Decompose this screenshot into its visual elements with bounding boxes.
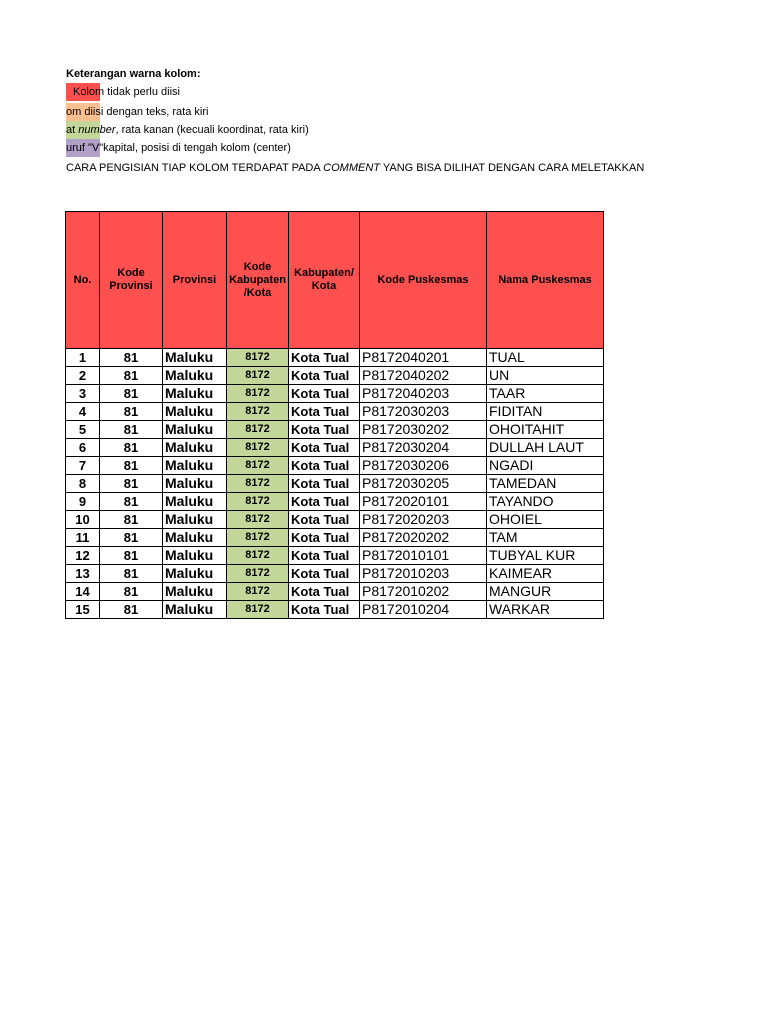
cell-kode-kabupaten[interactable]: 8172 <box>227 367 289 385</box>
legend-text-purple: uruf "V"kapital, posisi di tengah kolom (center) <box>66 142 291 154</box>
table-body <box>66 349 604 619</box>
cell-provinsi[interactable]: Maluku <box>163 565 227 583</box>
cell-kode-provinsi[interactable]: 81 <box>100 547 163 565</box>
cell-nama-puskesmas[interactable]: TUBYAL KUR <box>487 547 604 565</box>
cell-kode-kabupaten[interactable]: 8172 <box>227 349 289 367</box>
cell-kode-provinsi[interactable]: 81 <box>100 403 163 421</box>
cell-provinsi[interactable]: Maluku <box>163 403 227 421</box>
note-emphasis: COMMENT <box>323 162 380 174</box>
cell-kabupaten-kota[interactable]: Kota Tual <box>289 511 360 529</box>
cell-kode-provinsi[interactable]: 81 <box>100 367 163 385</box>
cell-kabupaten-kota[interactable]: Kota Tual <box>289 565 360 583</box>
cell-kode-puskesmas[interactable]: P8172010204 <box>360 601 487 619</box>
cell-provinsi[interactable]: Maluku <box>163 583 227 601</box>
cell-kode-kabupaten[interactable]: 8172 <box>227 565 289 583</box>
cell-kode-puskesmas[interactable]: P8172010101 <box>360 547 487 565</box>
cell-kode-provinsi[interactable]: 81 <box>100 493 163 511</box>
table-row <box>66 421 604 439</box>
cell-nama-puskesmas[interactable]: KAIMEAR <box>487 565 604 583</box>
cell-kabupaten-kota[interactable]: Kota Tual <box>289 439 360 457</box>
table-row <box>66 439 604 457</box>
header-kabupaten-kota[interactable]: Kabupaten/ Kota <box>289 212 360 349</box>
note-before: CARA PENGISIAN TIAP KOLOM TERDAPAT PADA <box>66 162 324 174</box>
table-row <box>66 349 604 367</box>
cell-nama-puskesmas[interactable]: TAMEDAN <box>487 475 604 493</box>
cell-provinsi[interactable]: Maluku <box>163 511 227 529</box>
cell-nama-puskesmas[interactable]: TAM <box>487 529 604 547</box>
table-row <box>66 601 604 619</box>
header-no[interactable]: No. <box>66 212 100 349</box>
cell-provinsi[interactable]: Maluku <box>163 475 227 493</box>
table-row <box>66 529 604 547</box>
cell-kode-puskesmas[interactable]: P8172030203 <box>360 403 487 421</box>
cell-kode-kabupaten[interactable]: 8172 <box>227 403 289 421</box>
cell-nama-puskesmas[interactable]: OHOITAHIT <box>487 421 604 439</box>
table-row <box>66 565 604 583</box>
cell-kode-provinsi[interactable]: 81 <box>100 601 163 619</box>
cell-no[interactable]: 12 <box>66 547 100 565</box>
cell-kode-kabupaten[interactable]: 8172 <box>227 601 289 619</box>
cell-provinsi[interactable]: Maluku <box>163 421 227 439</box>
cell-no[interactable]: 6 <box>66 439 100 457</box>
cell-kode-puskesmas[interactable]: P8172020203 <box>360 511 487 529</box>
cell-provinsi[interactable]: Maluku <box>163 547 227 565</box>
cell-kabupaten-kota[interactable]: Kota Tual <box>289 349 360 367</box>
cell-kode-provinsi[interactable]: 81 <box>100 583 163 601</box>
cell-kode-kabupaten[interactable]: 8172 <box>227 511 289 529</box>
cell-kabupaten-kota[interactable]: Kota Tual <box>289 367 360 385</box>
cell-nama-puskesmas[interactable]: NGADI <box>487 457 604 475</box>
table-row <box>66 511 604 529</box>
cell-kode-kabupaten[interactable]: 8172 <box>227 385 289 403</box>
cell-kode-puskesmas[interactable]: P8172020202 <box>360 529 487 547</box>
cell-kabupaten-kota[interactable]: Kota Tual <box>289 529 360 547</box>
legend-item-orange <box>0 103 620 121</box>
cell-kode-puskesmas[interactable]: P8172040202 <box>360 367 487 385</box>
cell-no[interactable]: 10 <box>66 511 100 529</box>
cell-kode-kabupaten[interactable]: 8172 <box>227 475 289 493</box>
table-row <box>66 385 604 403</box>
cell-kode-kabupaten[interactable]: 8172 <box>227 421 289 439</box>
cell-kode-provinsi[interactable]: 81 <box>100 421 163 439</box>
table-row <box>66 493 604 511</box>
cell-kode-kabupaten[interactable]: 8172 <box>227 457 289 475</box>
cell-no[interactable]: 4 <box>66 403 100 421</box>
cell-kabupaten-kota[interactable]: Kota Tual <box>289 385 360 403</box>
cell-kode-puskesmas[interactable]: P8172040203 <box>360 385 487 403</box>
cell-kode-puskesmas[interactable]: P8172030206 <box>360 457 487 475</box>
legend-title: Keterangan warna kolom: <box>66 68 201 80</box>
table-row <box>66 403 604 421</box>
table-row <box>66 475 604 493</box>
table-row <box>66 457 604 475</box>
cell-nama-puskesmas[interactable]: WARKAR <box>487 601 604 619</box>
cell-kode-kabupaten[interactable]: 8172 <box>227 493 289 511</box>
cell-provinsi[interactable]: Maluku <box>163 349 227 367</box>
cell-no[interactable]: 9 <box>66 493 100 511</box>
header-provinsi[interactable]: Provinsi <box>163 212 227 349</box>
header-kode-provinsi[interactable]: Kode Provinsi <box>100 212 163 349</box>
cell-kode-kabupaten[interactable]: 8172 <box>227 529 289 547</box>
cell-provinsi[interactable]: Maluku <box>163 601 227 619</box>
cell-nama-puskesmas[interactable]: UN <box>487 367 604 385</box>
cell-kode-puskesmas[interactable]: P8172010203 <box>360 565 487 583</box>
cell-no[interactable]: 2 <box>66 367 100 385</box>
cell-kabupaten-kota[interactable]: Kota Tual <box>289 457 360 475</box>
cell-kode-puskesmas[interactable]: P8172030204 <box>360 439 487 457</box>
cell-kode-provinsi[interactable]: 81 <box>100 475 163 493</box>
note-after: YANG BISA DILIHAT DENGAN CARA MELETAKKAN <box>379 162 645 174</box>
puskesmas-table <box>65 211 604 619</box>
header-kode-puskesmas[interactable]: Kode Puskesmas <box>360 212 487 349</box>
instruction-note <box>66 159 645 177</box>
table-row <box>66 547 604 565</box>
cell-kabupaten-kota[interactable]: Kota Tual <box>289 403 360 421</box>
header-kode-kabupaten[interactable]: Kode Kabupaten /Kota <box>227 212 289 349</box>
cell-nama-puskesmas[interactable]: TUAL <box>487 349 604 367</box>
cell-provinsi[interactable]: Maluku <box>163 529 227 547</box>
cell-nama-puskesmas[interactable]: OHOIEL <box>487 511 604 529</box>
cell-no[interactable]: 7 <box>66 457 100 475</box>
cell-kode-provinsi[interactable]: 81 <box>100 529 163 547</box>
legend-text-red: Kolom tidak perlu diisi <box>73 86 180 98</box>
header-nama-puskesmas[interactable]: Nama Puskesmas <box>487 212 604 349</box>
cell-kode-provinsi[interactable]: 81 <box>100 385 163 403</box>
cell-no[interactable]: 13 <box>66 565 100 583</box>
cell-kode-kabupaten[interactable]: 8172 <box>227 439 289 457</box>
cell-kode-puskesmas[interactable]: P8172030202 <box>360 421 487 439</box>
cell-nama-puskesmas[interactable]: DULLAH LAUT <box>487 439 604 457</box>
cell-kode-provinsi[interactable]: 81 <box>100 439 163 457</box>
cell-provinsi[interactable]: Maluku <box>163 367 227 385</box>
table-row <box>66 583 604 601</box>
cell-kode-provinsi[interactable]: 81 <box>100 565 163 583</box>
cell-kabupaten-kota[interactable]: Kota Tual <box>289 475 360 493</box>
cell-nama-puskesmas[interactable]: MANGUR <box>487 583 604 601</box>
cell-kode-provinsi[interactable]: 81 <box>100 457 163 475</box>
cell-kabupaten-kota[interactable]: Kota Tual <box>289 493 360 511</box>
legend-text-orange: om diisi dengan teks, rata kiri <box>66 106 209 118</box>
legend-text-green: at number, rata kanan (kecuali koordinat, rata kiri) <box>66 124 309 136</box>
legend-item-green <box>0 121 620 139</box>
cell-kode-provinsi[interactable]: 81 <box>100 349 163 367</box>
cell-nama-puskesmas[interactable]: TAYANDO <box>487 493 604 511</box>
cell-no[interactable]: 3 <box>66 385 100 403</box>
cell-kabupaten-kota[interactable]: Kota Tual <box>289 583 360 601</box>
cell-kode-kabupaten[interactable]: 8172 <box>227 583 289 601</box>
cell-no[interactable]: 1 <box>66 349 100 367</box>
cell-kode-puskesmas[interactable]: P8172040201 <box>360 349 487 367</box>
cell-nama-puskesmas[interactable]: FIDITAN <box>487 403 604 421</box>
cell-provinsi[interactable]: Maluku <box>163 457 227 475</box>
cell-no[interactable]: 5 <box>66 421 100 439</box>
cell-kabupaten-kota[interactable]: Kota Tual <box>289 421 360 439</box>
cell-no[interactable]: 8 <box>66 475 100 493</box>
cell-kabupaten-kota[interactable]: Kota Tual <box>289 601 360 619</box>
cell-nama-puskesmas[interactable]: TAAR <box>487 385 604 403</box>
cell-no[interactable]: 14 <box>66 583 100 601</box>
cell-kode-kabupaten[interactable]: 8172 <box>227 547 289 565</box>
cell-kode-puskesmas[interactable]: P8172010202 <box>360 583 487 601</box>
table-row <box>66 367 604 385</box>
cell-kode-provinsi[interactable]: 81 <box>100 511 163 529</box>
cell-provinsi[interactable]: Maluku <box>163 385 227 403</box>
cell-provinsi[interactable]: Maluku <box>163 493 227 511</box>
cell-no[interactable]: 15 <box>66 601 100 619</box>
cell-kode-puskesmas[interactable]: P8172030205 <box>360 475 487 493</box>
table-header-row <box>66 212 604 349</box>
legend-item-purple <box>0 139 620 157</box>
cell-kabupaten-kota[interactable]: Kota Tual <box>289 547 360 565</box>
cell-kode-puskesmas[interactable]: P8172020101 <box>360 493 487 511</box>
cell-provinsi[interactable]: Maluku <box>163 439 227 457</box>
cell-no[interactable]: 11 <box>66 529 100 547</box>
legend-item-red <box>0 83 620 101</box>
